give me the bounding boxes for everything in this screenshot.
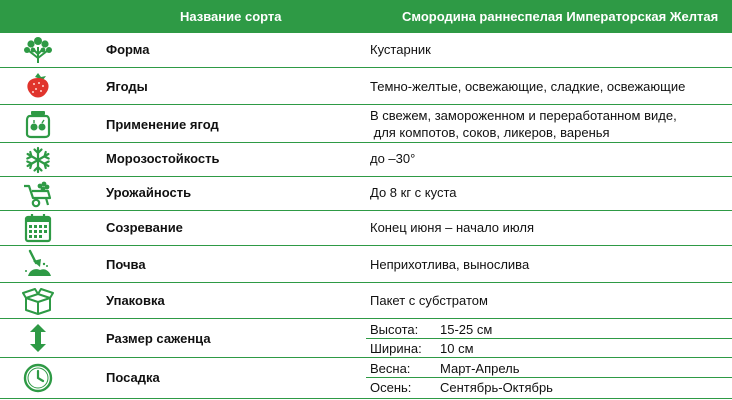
- row-value: Кустарник: [370, 42, 431, 57]
- spring-value: Март-Апрель: [440, 361, 520, 376]
- row-label: Ягоды: [106, 79, 148, 94]
- row-label: Созревание: [106, 220, 183, 235]
- planting-spring: [370, 360, 520, 377]
- row-label: Упаковка: [106, 293, 165, 308]
- row-label: Морозостойкость: [106, 151, 220, 166]
- planting-autumn: [370, 379, 553, 396]
- height-key: Высота:: [370, 322, 419, 337]
- table-row: [0, 211, 732, 246]
- row-value: До 8 кг с куста: [370, 185, 457, 200]
- autumn-value: Сентябрь-Октябрь: [440, 380, 553, 395]
- table-row: [0, 143, 732, 177]
- table-row: [0, 177, 732, 211]
- row-label: Почва: [106, 257, 146, 272]
- spring-key: Весна:: [370, 361, 411, 376]
- width-value: 10 см: [440, 341, 474, 356]
- row-label: Форма: [106, 42, 150, 57]
- wheelbarrow-icon: [20, 178, 56, 210]
- clock-icon: [20, 362, 56, 394]
- row-label: Посадка: [106, 370, 160, 385]
- table-row: [0, 68, 732, 105]
- table-row: [0, 33, 732, 68]
- autumn-key: Осень:: [370, 380, 412, 395]
- row-value: до –30°: [370, 151, 416, 166]
- row-label: Применение ягод: [106, 117, 219, 132]
- row-label: Урожайность: [106, 185, 192, 200]
- jam-jar-icon: [20, 108, 56, 140]
- table-header: [0, 0, 732, 33]
- calendar-icon: [20, 212, 56, 244]
- size-width: [370, 340, 474, 357]
- row-value: Конец июня – начало июля: [370, 220, 535, 235]
- table-row: [0, 105, 732, 143]
- row-label: Размер саженца: [106, 331, 211, 346]
- row-value: Неприхотлива, вынослива: [370, 257, 530, 272]
- width-key: Ширина:: [370, 341, 422, 356]
- table-row: [0, 319, 732, 358]
- box-icon: [20, 284, 56, 316]
- row-divider: [366, 338, 732, 339]
- table-row: [0, 246, 732, 283]
- row-value-line-1: В свежем, замороженном и переработанном виде,: [370, 108, 677, 123]
- row-divider: [366, 377, 732, 378]
- height-value: 15-25 см: [440, 322, 493, 337]
- row-value: Пакет с субстратом: [370, 293, 488, 308]
- snowflake-icon: [20, 144, 56, 176]
- arrows-vertical-icon: [20, 322, 56, 354]
- header-variety-name: Название сорта: [180, 9, 282, 24]
- size-height: [370, 321, 492, 338]
- tree-icon: [20, 34, 56, 66]
- row-value: Темно-желтые, освежающие, сладкие, освежающие: [370, 79, 686, 94]
- table-row: [0, 283, 732, 319]
- table-row: [0, 358, 732, 399]
- row-value-line-2: для компотов, соков, ликеров, варенья: [370, 125, 610, 140]
- shovel-soil-icon: [20, 248, 56, 280]
- header-variety-value: Смородина раннеспелая Императорская Желтая: [402, 9, 719, 24]
- berry-icon: [20, 70, 56, 102]
